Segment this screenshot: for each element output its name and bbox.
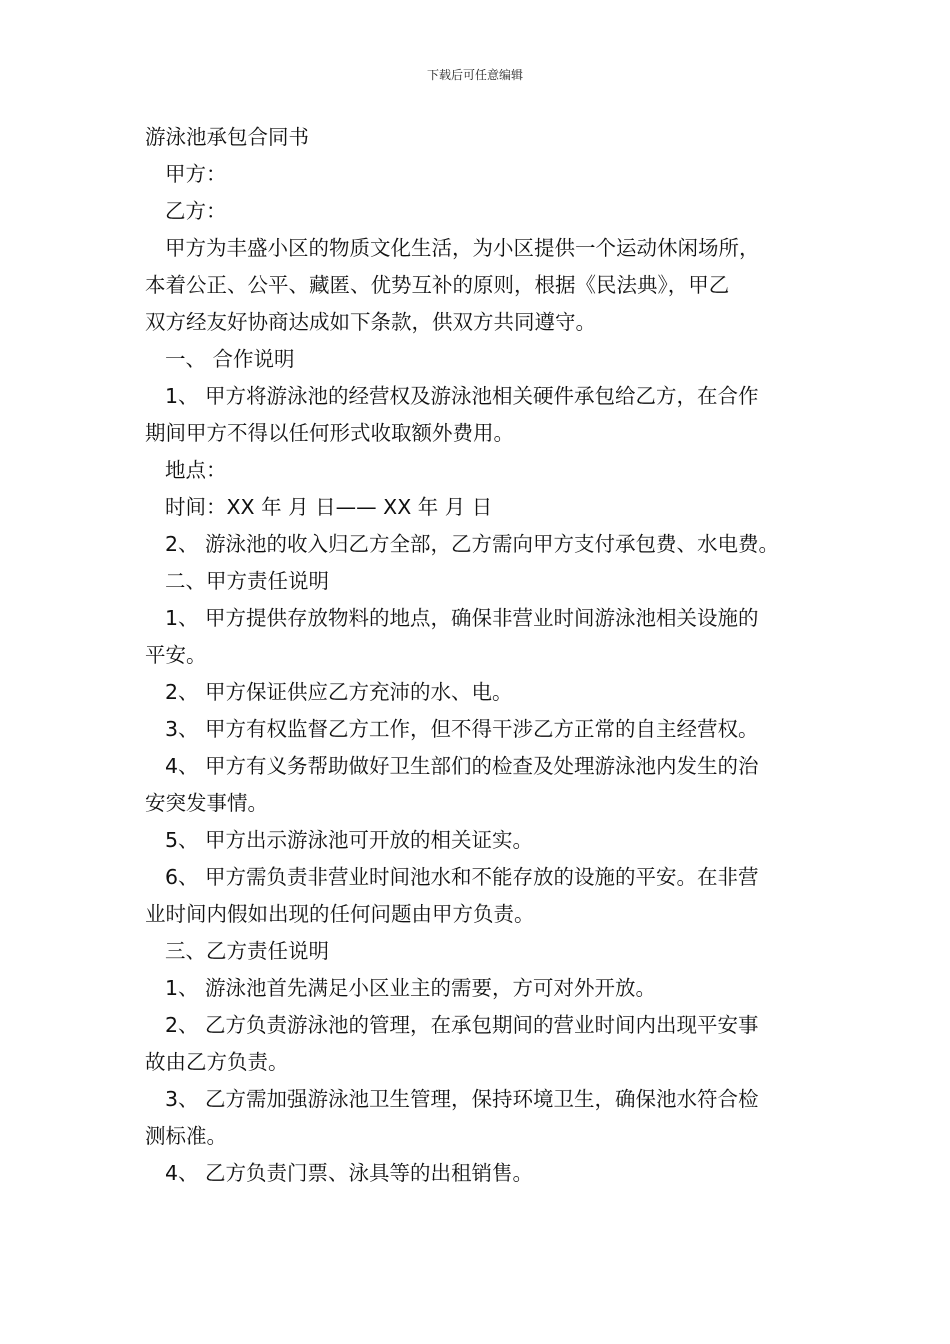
document-line: 三、乙方责任说明 [165, 939, 329, 963]
document-title: 游泳池承包合同书 [145, 125, 309, 149]
document-line: 地点： [165, 458, 227, 482]
document-line: 甲方为丰盛小区的物质文化生活，为小区提供一个运动休闲场所， [165, 236, 760, 260]
document-line: 甲方： [165, 162, 227, 186]
document-line: 期间甲方不得以任何形式收取额外费用。 [145, 421, 514, 445]
document-line: 2、 甲方保证供应乙方充沛的水、电。 [165, 680, 513, 704]
document-line: 本着公正、公平、藏匿、优势互补的原则，根据《民法典》，甲乙 [145, 273, 730, 297]
document-body [145, 119, 815, 1192]
document-line: 测标准。 [145, 1124, 227, 1148]
document-line: 2、 乙方负责游泳池的管理，在承包期间的营业时间内出现平安事 [165, 1013, 759, 1037]
document-line: 6、 甲方需负责非营业时间池水和不能存放的设施的平安。在非营 [165, 865, 759, 889]
document-line: 二、甲方责任说明 [165, 569, 329, 593]
document-line: 5、 甲方出示游泳池可开放的相关证实。 [165, 828, 534, 852]
document-line: 1、 游泳池首先满足小区业主的需要，方可对外开放。 [165, 976, 657, 1000]
document-line: 4、 甲方有义务帮助做好卫生部们的检查及处理游泳池内发生的治 [165, 754, 759, 778]
page-header-note: 下载后可任意编辑 [426, 68, 523, 82]
document-line: 3、 乙方需加强游泳池卫生管理，保持环境卫生，确保池水符合检 [165, 1087, 759, 1111]
document-line: 一、 合作说明 [165, 347, 295, 371]
document-line: 1、 甲方将游泳池的经营权及游泳池相关硬件承包给乙方，在合作 [165, 384, 759, 408]
document-line: 乙方： [165, 199, 227, 223]
document-line: 4、 乙方负责门票、泳具等的出租销售。 [165, 1161, 534, 1185]
document-line: 时间：XX 年 月 日—— XX 年 月 日 [165, 495, 493, 519]
document-line: 平安。 [145, 643, 207, 667]
document-line: 双方经友好协商达成如下条款，供双方共同遵守。 [145, 310, 596, 334]
document-line: 安突发事情。 [145, 791, 268, 815]
document-line: 1、 甲方提供存放物料的地点，确保非营业时间游泳池相关设施的 [165, 606, 759, 630]
document-line: 3、 甲方有权监督乙方工作，但不得干涉乙方正常的自主经营权。 [165, 717, 759, 741]
document-line: 2、 游泳池的收入归乙方全部，乙方需向甲方支付承包费、水电费。 [165, 532, 780, 556]
document-line: 故由乙方负责。 [145, 1050, 289, 1074]
document-line: 业时间内假如出现的任何问题由甲方负责。 [145, 902, 535, 926]
